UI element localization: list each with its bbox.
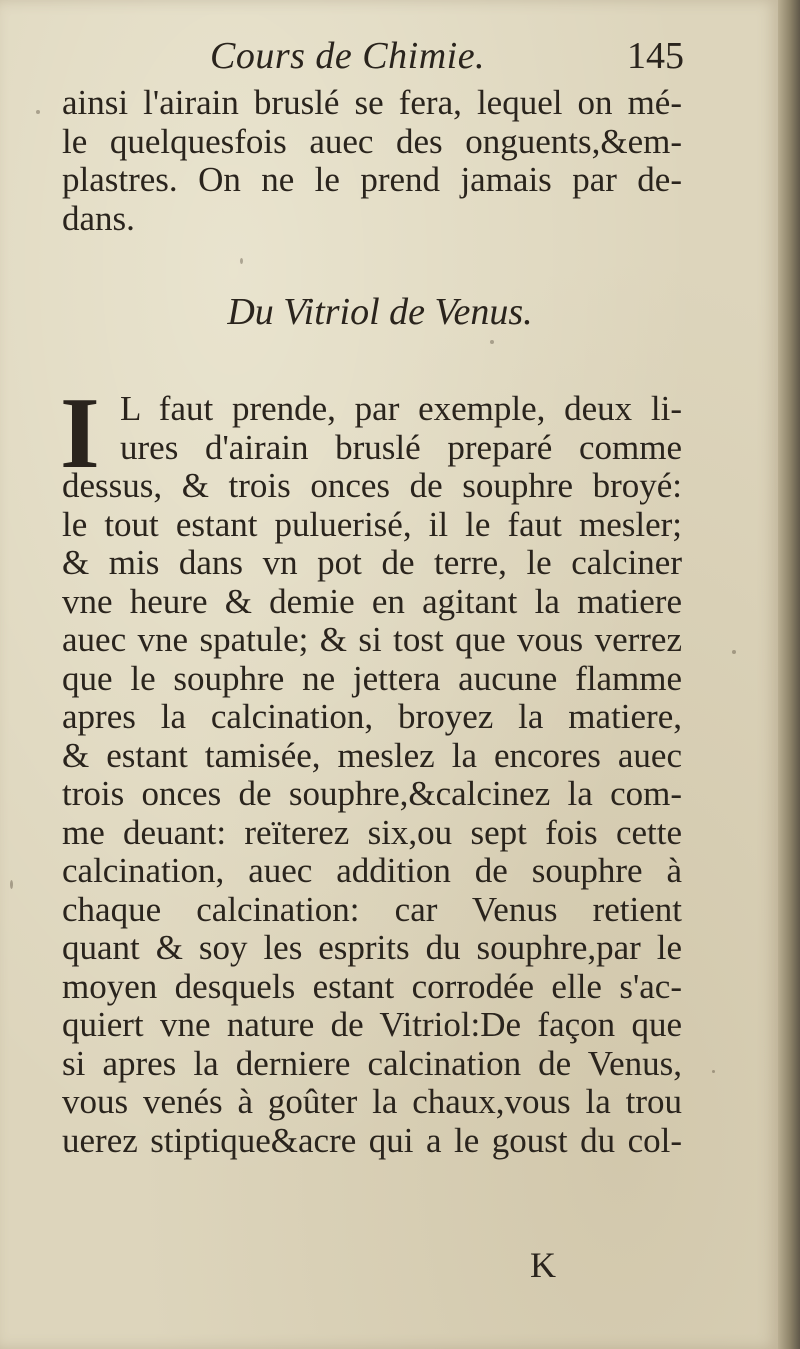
paper-speck	[732, 650, 736, 654]
drop-cap: I	[60, 377, 100, 490]
text-line: que le souphre ne jettera aucune flamme	[62, 658, 682, 698]
running-title: Cours de Chimie.	[210, 35, 486, 77]
text-line: ures d'airain bruslé preparé comme	[120, 427, 682, 467]
text-line: L faut prende, par exemple, deux li-	[120, 389, 682, 428]
text-line: dessus, & trois onces de souphre broyé:	[62, 466, 682, 505]
text-line: quiert vne nature de Vitriol:De façon que	[62, 1005, 682, 1044]
text-line: me deuant: reïterez six,ou sept fois cette	[62, 812, 682, 852]
text-line: plastres. On ne le prend jamais par de-	[62, 160, 682, 199]
book-gutter	[778, 0, 800, 1349]
text-line: auec vne spatule; & si tost que vous verrez	[62, 620, 682, 659]
text-line: le quelquesfois auec des onguents,&em-	[62, 121, 682, 161]
signature-mark: K	[530, 1245, 556, 1285]
text-line: le tout estant puluerisé, il le faut mesler;	[62, 504, 682, 544]
text-line: quant & soy les esprits du souphre,par le	[62, 928, 682, 967]
text-line: & estant tamisée, meslez la encores auec	[62, 735, 682, 775]
page-header	[60, 34, 690, 84]
paper-speck	[490, 340, 494, 344]
text-line: trois onces de souphre,&calcinez la com-	[62, 774, 682, 813]
text-line: vous venés à goûter la chaux,vous la trou	[62, 1082, 682, 1121]
paper-speck	[36, 110, 40, 114]
text-line: apres la calcination, broyez la matiere,	[62, 697, 682, 736]
text-line: moyen desquels estant corrodée elle s'ac-	[62, 966, 682, 1006]
text-line: ainsi l'airain bruslé se fera, lequel on mé-	[62, 83, 682, 122]
text-line: vne heure & demie en agitant la matiere	[62, 581, 682, 621]
paper-speck	[10, 880, 13, 889]
intro-paragraph	[62, 84, 682, 238]
page-number: 145	[627, 35, 684, 77]
text-line: si apres la derniere calcination de Venus,	[62, 1043, 682, 1083]
text-line: calcination, auec addition de souphre à	[62, 851, 682, 890]
text-line: & mis dans vn pot de terre, le calciner	[62, 543, 682, 582]
section-heading: Du Vitriol de Venus.	[227, 291, 533, 333]
section-body	[60, 377, 682, 1160]
text-line: dans.	[62, 198, 135, 238]
paper-speck	[712, 1070, 715, 1073]
text-line: uerez stiptique&acre qui a le goust du col-	[62, 1120, 682, 1160]
paper-speck	[240, 258, 243, 264]
text-line: chaque calcination: car Venus retient	[62, 889, 682, 929]
